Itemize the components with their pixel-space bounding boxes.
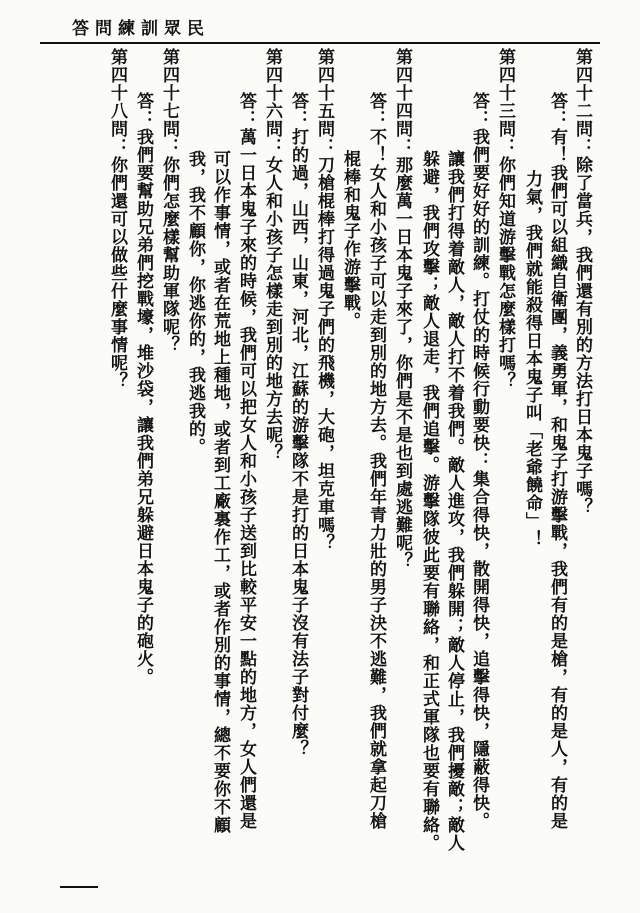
answer-44-line-1: 答：不！女人和小孩子可以走到別的地方去。我們年青力壯的男子決不逃難，我們就拿起刀槍 — [366, 92, 386, 830]
answer-44-line-2: 棍棒和鬼子作游擊戰。 — [340, 150, 360, 330]
header-title: 民眾訓練問答 — [72, 19, 210, 39]
running-header — [40, 14, 600, 39]
answer-46-line-3: 我，我不顧你，你逃你的，我逃我的。 — [185, 150, 205, 456]
answer-42-line-1: 答：有！我們可以組織自衛團，義勇軍，和鬼子打游擊戰，我們有的是槍，有的是人，有的是 — [547, 92, 567, 830]
answer-43-line-1: 答：我們要好好的訓練。打仗的時候行動要快：集合得快，散開得快，追擊得快，隱蔽得快。 — [469, 92, 489, 830]
answer-43-line-2: 讓我們打得着敵人，敵人打不着我們。敵人進攻，我們躲開；敵人停止，我們擾敵；敵人 — [444, 150, 464, 852]
question-47: 第四十七問：你們怎麼樣幫助軍隊呢？ — [159, 48, 179, 354]
question-44: 第四十四問：那麼萬一日本鬼子來了，你們是不是也到處逃難呢？ — [392, 48, 412, 570]
question-48: 第四十八問：你們還可以做些什麼事情呢？ — [107, 48, 127, 390]
answer-42-line-2: 力氣，我們就能殺得日本鬼子叫「老爺饒命」！ — [522, 170, 542, 548]
answer-46-line-1: 答：萬一日本鬼子來的時候，我們可以把女人和小孩子送到比較平安一點的地方，女人們還是 — [236, 92, 256, 830]
answer-43-line-3: 躲避，我們攻擊；敵人退走，我們追擊。游擊隊彼此要有聯絡，和正式軍隊也要有聯絡。 — [419, 150, 439, 852]
answer-46-line-2: 可以作事情，或者在荒地上種地，或者到工廠裏作工，或者作別的事情，總不要你不顧 — [210, 150, 230, 834]
header-rule — [40, 42, 600, 44]
question-45: 第四十五問：刀槍棍棒打得過鬼子們的飛機，大砲，坦克車嗎？ — [314, 48, 334, 552]
answer-47: 答：我們要幫助兄弟們挖戰壕，堆沙袋，讓我們弟兄躲避日本鬼子的砲火。 — [133, 92, 153, 686]
question-42: 第四十二問：除了當兵，我們還有別的方法打日本鬼子嗎？ — [572, 48, 592, 516]
answer-45: 答：打的過，山西，山東，河北，江蘇的游擊隊不是打的日本鬼子沒有法子對付麼？ — [288, 92, 308, 758]
question-46: 第四十六問：女人和小孩子怎樣走到別的地方去呢？ — [262, 48, 282, 462]
footer-rule — [60, 886, 98, 888]
question-43: 第四十三問：你們知道游擊戰怎麼樣打嗎？ — [495, 48, 515, 390]
